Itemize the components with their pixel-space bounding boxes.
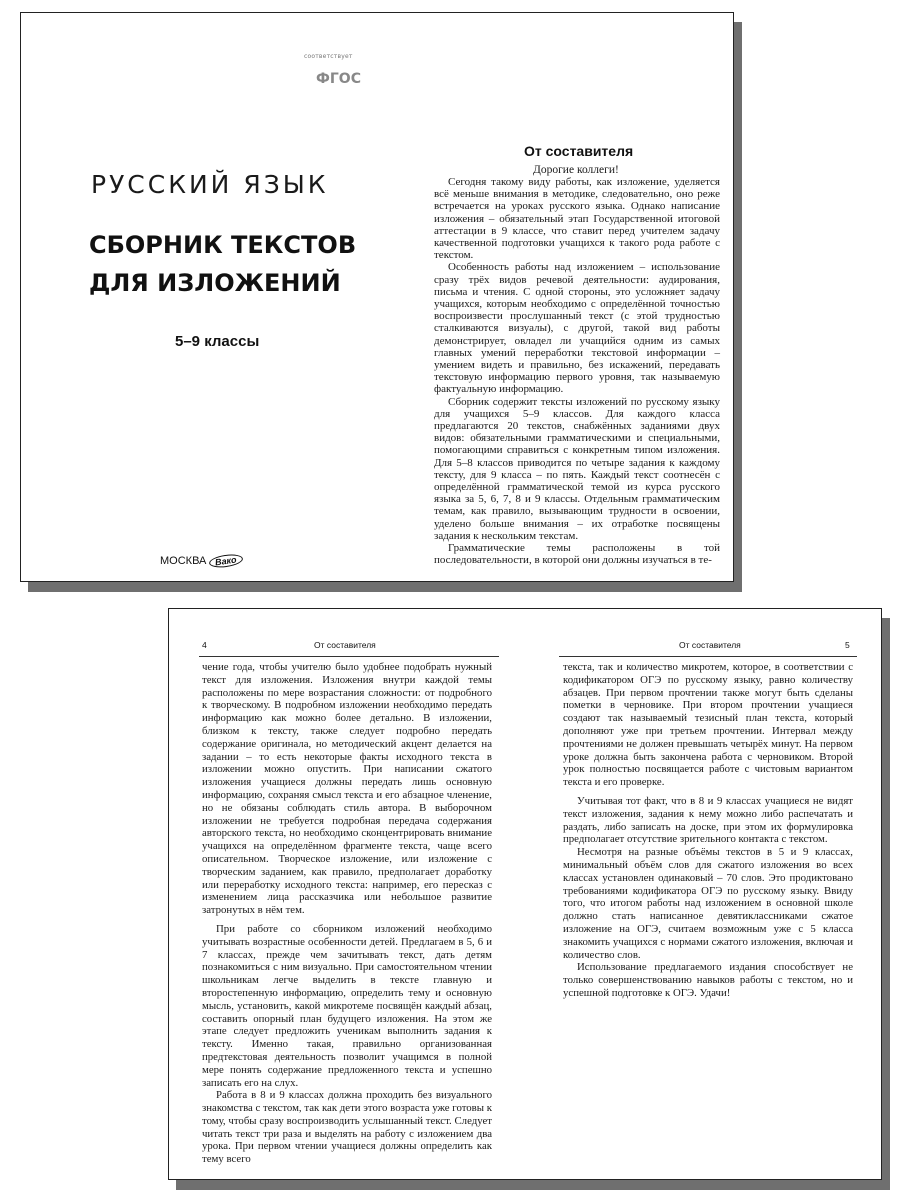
cover-spread — [20, 12, 734, 582]
intro-paragraph: Особенность работы над изложением – использование сразу трёх видов речевой деятельности: аудирования, письма и чтения. С одной стороны, это усложняет задачу учащихся, которым необходимо с определённой точностью воспроизвести прослушанный текст (с этой трудностью сталкиваются визуалы), с другой, такой вид работы демонстрирует, овладел ли учащийся одним из самых главных умений переработки текстовой информации – умением видеть и правильно, без искажений, передавать текстовую информацию первого уровня, так называемую фактуальную информацию. — [434, 261, 720, 396]
page-paragraph: При работе со сборником изложений необходимо учитывать возрастные особенности детей. Предлагаем в 5, 6 и 7 классах, прежде чем зачитывать текст, дать детям познакомиться с ним визуально. При самостоятельном чтении школьникам легче выделить в тексте главную и второстепенную информацию, определить тему и основную мысль, установить, какой микротеме посвящён каждый абзац, составить опорный план будущего изложения. На этом же этапе следует предложить ученикам выполнить задания к тексту. Именно такая, правильно организованная предтекстовая деятельность позволит учащимся в полной мере понять содержание предложенного текста и успешно записать его на слух. — [202, 922, 492, 1089]
page-5-column — [563, 661, 853, 1000]
header-rule — [559, 656, 857, 657]
fgos-logo-text: ФГОС — [316, 71, 361, 87]
inner-spread — [168, 608, 882, 1180]
page-paragraph: Учитывая тот факт, что в 8 и 9 классах учащиеся не видят текст изложения, задания к нему можно либо распечатать и раздать, либо записать на доске, при этом их формулировка предполагает отсутствие зрительного контакта с текстом. — [563, 794, 853, 846]
intro-column — [434, 176, 720, 567]
vako-logo: Вако — [209, 553, 244, 570]
intro-greeting: Дорогие коллеги! — [533, 164, 619, 176]
intro-paragraph: Сегодня такому виду работы, как изложение, уделяется всё меньше внимания в методике, следовательно, оно реже встречается на уроках русского языка. Однако написание изложения – обязательный этап Государственной итоговой аттестации в 9 классе, что ставит перед учителем задачу качественной подготовки учащихся к такого рода работе с текстом. — [434, 176, 720, 262]
fgos-logo — [304, 53, 361, 95]
page-number: 5 — [845, 640, 850, 650]
cover-title-line: ДЛЯ ИЗЛОЖЕНИЙ — [89, 269, 341, 297]
running-header: От составителя — [314, 640, 376, 650]
cover-title — [89, 226, 369, 302]
cover-grades: 5–9 классы — [175, 333, 260, 350]
fgos-logo-caption: соответствует — [304, 53, 353, 60]
page-paragraph: Несмотря на разные объёмы текстов в 5 и 9 классах, минимальный объём слов для сжатого изложения во всех классах установлен одинаковый – 70 слов. Это продиктовано требованиями кодификатора ОГЭ по русскому языку. Ввиду того, что итогом работы над изложением в основной школе должно стать написанное девятиклассниками сжатое изложение на ОГЭ, считаем возможным уже с 5 класса знакомить учащихся с нормами сжатого изложения, включая и количество слов. — [563, 846, 853, 961]
running-header: От составителя — [679, 640, 741, 650]
page-number: 4 — [202, 640, 207, 650]
cover-title-line: СБОРНИК ТЕКСТОВ — [89, 231, 357, 259]
intro-paragraph: Грамматические темы расположены в той последовательности, в которой они должны изучаться в те- — [434, 542, 720, 567]
intro-paragraph: Сборник содержит тексты изложений по русскому языку для учащихся 5–9 классов. Для каждого класса предлагаются 20 текстов, снабжённых заданиями двух видов: обязательными грамматическими и специальными, помогающими справиться с конкретным типом изложения. Для 5–8 классов приводится по четыре задания к каждому тексту, для 9 класса – по пять. Каждый текст соотнесён с определённой грамматической темой из курса русского языка за 5, 6, 7, 8 и 9 классы. Отдельным грамматическим темам, как правило, вызывающим трудности в освоении, уделено больше внимания – их отработке посвящены задания к нескольким текстам. — [434, 395, 720, 542]
page-paragraph: Использование предлагаемого издания способствует не только совершенствованию навыков работы с текстом, но и успешной подготовке к ОГЭ. Удачи! — [563, 961, 853, 999]
page-paragraph: Работа в 8 и 9 классах должна проходить без визуального знакомства с текстом, так как дети этого возраста уже готовы к тому, чтобы сразу воспроизводить услышанный текст. Следует читать текст три раза и выделять на работу с изложением два урока. При первом чтении учащиеся должны определить как тему всего — [202, 1089, 492, 1166]
page-4-column — [202, 661, 492, 1166]
header-rule — [199, 656, 499, 657]
publisher — [160, 555, 243, 567]
page-paragraph: чение года, чтобы учителю было удобнее подобрать нужный текст для изложения. Изложения внутри каждой темы расположены по мере возрастания сложности: от подробного к творческому. В подробном изложении необходимо передать информацию как можно более детально. В изложении, близком к тексту, также следует подробно передать содержание оригинала, но методический акцент делается на задании – то есть некоторые факты исходного текста в изложении можно опустить. При написании сжатого изложения учащиеся должны передать лишь основную информацию, сохраняя смысл текста и его абзацное членение, но не обязаны соблюдать стиль автора. В выборочном изложении не требуется подробная передача содержания авторского текста, но необходимо сконцентрировать внимание учащихся на определённом фрагменте текста, чаще всего описательном. Творческое изложение, или изложение с творческим заданием, как правило, предполагает доработку или переработку исходного текста: например, его пересказ с изменением лица рассказчика или небольшое развитие затронутых в нём тем. — [202, 661, 492, 917]
publisher-city: МОСКВА — [160, 555, 207, 567]
cover-subject: РУССКИЙ ЯЗЫК — [91, 170, 329, 199]
intro-heading: От составителя — [524, 143, 634, 159]
page-paragraph: текста, так и количество микротем, которое, в соответствии с кодификатором ОГЭ по русскому языку, равно количеству абзацев. При первом прочтении также могут быть сделаны пометки в черновике. При втором прочтении учащиеся создают так называемый тезисный план текста, который дополняют уже при третьем прочтении. Интервал между прочтениями не должен превышать четырёх минут. На первом уроке должна быть закончена работа с черновиком. Второй урок полностью посвящается работе с чистовым вариантом текста и его проверке. — [563, 661, 853, 789]
